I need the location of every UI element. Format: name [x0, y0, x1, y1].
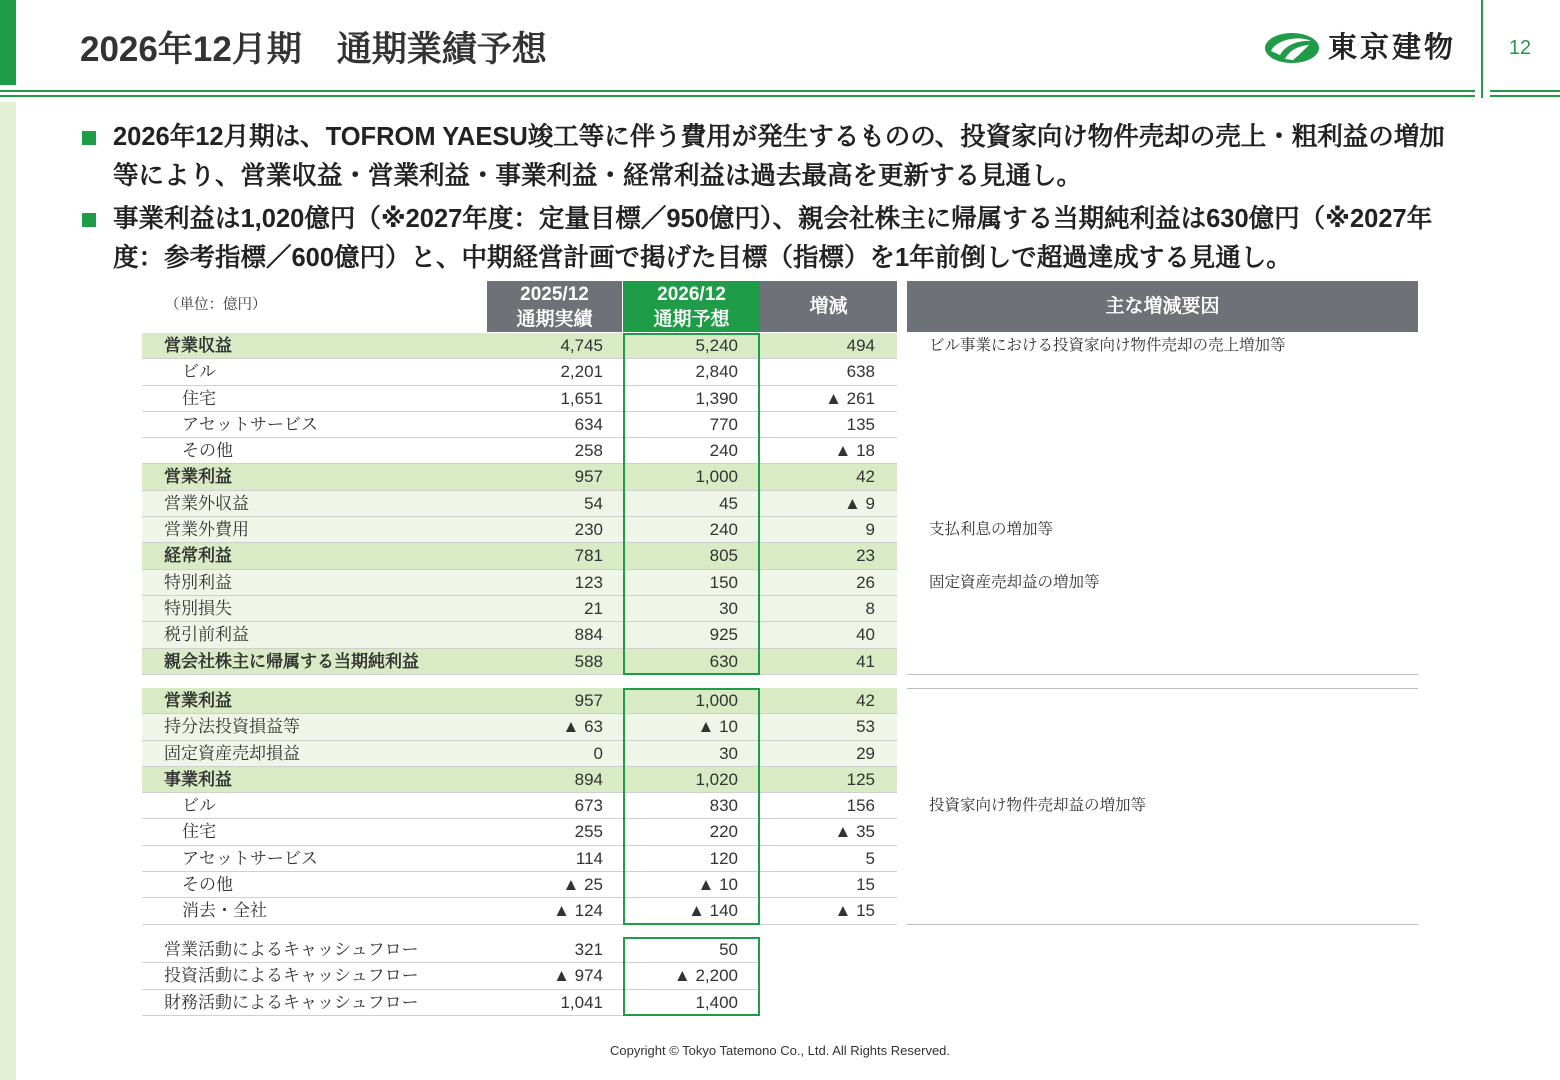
row-label: ビル [142, 793, 487, 819]
row-label: 営業利益 [142, 688, 487, 714]
row-label: 住宅 [142, 386, 487, 412]
column-header-2025-actual [487, 281, 622, 332]
income-statement-section [142, 333, 1418, 675]
table-row [142, 767, 1418, 793]
table-row [142, 846, 1418, 872]
row-label: 特別損失 [142, 596, 487, 622]
cell-change: 41 [760, 649, 897, 675]
row-label: ビル [142, 359, 487, 385]
column-gap [897, 491, 907, 517]
column-gap [897, 846, 907, 872]
cell-2026-forecast: 30 [623, 596, 760, 622]
table-row [142, 688, 1418, 714]
unit-label: （単位：億円） [165, 297, 267, 313]
row-label: 事業利益 [142, 767, 487, 793]
cell-change: 53 [760, 714, 897, 740]
cell-reason [907, 464, 1418, 490]
cash-flow-section [142, 937, 760, 1016]
bullet-point [113, 118, 1445, 196]
cell-reason [907, 386, 1418, 412]
header-rule-right-bottom [1490, 95, 1560, 97]
cell-2026-forecast: 830 [623, 793, 760, 819]
cell-2025-actual: 884 [487, 622, 623, 648]
cell-2025-actual: 588 [487, 649, 623, 675]
cell-2025-actual: ▲ 25 [487, 872, 623, 898]
cell-2025-actual: 634 [487, 412, 623, 438]
column-gap [897, 570, 907, 596]
column-header-label: 通期予想 [653, 308, 730, 330]
column-gap [897, 412, 907, 438]
cell-reason [907, 359, 1418, 385]
company-logo [1264, 31, 1456, 65]
cell-reason [907, 872, 1418, 898]
column-gap [897, 464, 907, 490]
cell-reason: 投資家向け物件売却益の増加等 [929, 797, 1147, 815]
cell-change: ▲ 15 [760, 898, 897, 924]
cell-reason [907, 649, 1418, 675]
table-row [142, 990, 760, 1016]
column-header-2026-forecast [623, 281, 760, 332]
table-row [142, 570, 1418, 596]
cell-change: 42 [760, 688, 897, 714]
table-row [142, 793, 1418, 819]
cell-2026-forecast: 1,400 [623, 990, 760, 1016]
cell-2026-forecast: ▲ 140 [623, 898, 760, 924]
page-title: 2026年12月期 通期業績予想 [80, 30, 547, 69]
cell-reason [907, 438, 1418, 464]
table-row [142, 596, 1418, 622]
row-label: 消去・全社 [142, 898, 487, 924]
table-row [142, 714, 1418, 740]
cell-change: 156 [760, 793, 897, 819]
cell-change: 29 [760, 741, 897, 767]
tokyo-tatemono-logo-icon [1264, 32, 1320, 64]
bullet-point [113, 200, 1432, 278]
row-label: 営業収益 [142, 333, 487, 359]
cell-reason [907, 622, 1418, 648]
row-label: 持分法投資損益等 [142, 714, 487, 740]
cell-2025-actual: ▲ 974 [487, 963, 623, 989]
cell-2026-forecast: 925 [623, 622, 760, 648]
column-header-change [760, 281, 897, 332]
cell-2026-forecast: 1,000 [623, 688, 760, 714]
column-gap [897, 872, 907, 898]
cell-2025-actual: 123 [487, 570, 623, 596]
column-gap [897, 793, 907, 819]
cell-2025-actual: 957 [487, 464, 623, 490]
table-row [142, 898, 1418, 924]
cell-2026-forecast: ▲ 10 [623, 872, 760, 898]
cell-change: ▲ 35 [760, 819, 897, 845]
cell-change: 5 [760, 846, 897, 872]
page-number: 12 [1508, 37, 1532, 59]
cell-change: 26 [760, 570, 897, 596]
side-accent-strip [0, 102, 16, 1080]
row-label: 税引前利益 [142, 622, 487, 648]
cell-change: 9 [760, 517, 897, 543]
table-row [142, 517, 1418, 543]
column-header-reasons [907, 281, 1418, 332]
bullet-line: 事業利益は1,020億円（※2027年度：定量目標／950億円）、親会社株主に帰属する当期純利益は630億円（※2027年 [113, 205, 1433, 233]
column-header-label: 通期実績 [516, 308, 593, 330]
column-gap [897, 359, 907, 385]
row-label: その他 [142, 872, 487, 898]
table-row [142, 412, 1418, 438]
cell-change: 638 [760, 359, 897, 385]
cell-2026-forecast: 120 [623, 846, 760, 872]
cell-2026-forecast: 630 [623, 649, 760, 675]
table-row [142, 543, 1418, 569]
cell-2025-actual: 673 [487, 793, 623, 819]
cell-2026-forecast: 805 [623, 543, 760, 569]
table-row [142, 819, 1418, 845]
column-gap [897, 741, 907, 767]
cell-2025-actual: 1,041 [487, 990, 623, 1016]
cell-change: 15 [760, 872, 897, 898]
cell-reason: ビル事業における投資家向け物件売却の売上増加等 [929, 337, 1286, 354]
cell-2025-actual: 255 [487, 819, 623, 845]
cell-2025-actual: ▲ 124 [487, 898, 623, 924]
cell-change: 125 [760, 767, 897, 793]
cell-2026-forecast: 150 [623, 570, 760, 596]
cell-2026-forecast: 770 [623, 412, 760, 438]
cell-reason [907, 846, 1418, 872]
column-gap [897, 543, 907, 569]
cell-2026-forecast: 220 [623, 819, 760, 845]
column-gap [897, 596, 907, 622]
square-bullet-icon [82, 131, 96, 145]
cell-reason [907, 819, 1418, 845]
cell-2025-actual: 0 [487, 741, 623, 767]
row-label: アセットサービス [142, 412, 487, 438]
cell-2025-actual: 2,201 [487, 359, 623, 385]
copyright-footer: Copyright © Tokyo Tatemono Co., Ltd. All Rights Reserved. [609, 1043, 951, 1058]
logo-wordmark: 東京建物 [1328, 32, 1457, 64]
column-header-period: 2026/12 [657, 283, 726, 305]
cell-2025-actual: 114 [487, 846, 623, 872]
cell-2026-forecast: 5,240 [623, 333, 760, 359]
column-gap [897, 819, 907, 845]
cell-reason: 固定資産売却益の増加等 [929, 573, 1100, 591]
row-label: 経常利益 [142, 543, 487, 569]
row-label: 営業利益 [142, 464, 487, 490]
cell-reason [907, 767, 1418, 793]
cell-2025-actual: 321 [487, 937, 623, 963]
cell-2026-forecast: 1,390 [623, 386, 760, 412]
cell-2025-actual: 894 [487, 767, 623, 793]
row-label: 住宅 [142, 819, 487, 845]
table-row [142, 386, 1418, 412]
column-gap [897, 767, 907, 793]
cell-2026-forecast: 240 [623, 438, 760, 464]
cell-change: 494 [760, 333, 897, 359]
column-gap [897, 649, 907, 675]
cell-change: ▲ 9 [760, 491, 897, 517]
cell-reason [907, 543, 1418, 569]
cell-2025-actual: 1,651 [487, 386, 623, 412]
table-row [142, 963, 760, 989]
column-gap [897, 517, 907, 543]
header-rule-top [0, 90, 1475, 92]
cell-reason [907, 714, 1418, 740]
row-label: その他 [142, 438, 487, 464]
row-label: 特別利益 [142, 570, 487, 596]
cell-change: 135 [760, 412, 897, 438]
column-header-label: 主な増減要因 [1105, 296, 1220, 317]
cell-reason [907, 688, 1418, 714]
table-row [142, 649, 1418, 675]
table-row [142, 622, 1418, 648]
square-bullet-icon [82, 213, 96, 227]
cell-2026-forecast: ▲ 2,200 [623, 963, 760, 989]
row-label: 営業活動によるキャッシュフロー [142, 937, 487, 963]
row-label: 営業外収益 [142, 491, 487, 517]
column-gap [897, 386, 907, 412]
row-label: アセットサービス [142, 846, 487, 872]
header-rule-right-top [1490, 90, 1560, 92]
cell-reason [907, 491, 1418, 517]
cell-2026-forecast: 50 [623, 937, 760, 963]
cell-change: 40 [760, 622, 897, 648]
business-profit-section [142, 688, 1418, 925]
bullet-line: 度：参考指標／600億円）と、中期経営計画で掲げた目標（指標）を1年前倒しで超過達成する見通し。 [113, 244, 1292, 272]
cell-change: ▲ 18 [760, 438, 897, 464]
row-label: 固定資産売却損益 [142, 741, 487, 767]
cell-2025-actual: 781 [487, 543, 623, 569]
bullet-line: 2026年12月期は、TOFROM YAESU竣工等に伴う費用が発生するものの、投資家向け物件売却の売上・粗利益の増加 [113, 123, 1445, 151]
cell-change: ▲ 261 [760, 386, 897, 412]
cell-2026-forecast: ▲ 10 [623, 714, 760, 740]
row-label: 投資活動によるキャッシュフロー [142, 963, 487, 989]
cell-reason [907, 741, 1418, 767]
table-row [142, 741, 1418, 767]
table-row [142, 438, 1418, 464]
cell-change: 8 [760, 596, 897, 622]
table-row [142, 872, 1418, 898]
column-gap [897, 438, 907, 464]
cell-reason [907, 898, 1418, 924]
table-row [142, 491, 1418, 517]
column-header-label: 増減 [809, 296, 848, 317]
table-row [142, 333, 1418, 359]
bullet-line: 等により、営業収益・営業利益・事業利益・経常利益は過去最高を更新する見通し。 [113, 162, 1083, 190]
table-row [142, 937, 760, 963]
cell-2026-forecast: 1,020 [623, 767, 760, 793]
cell-2026-forecast: 1,000 [623, 464, 760, 490]
cell-2026-forecast: 45 [623, 491, 760, 517]
cell-change: 42 [760, 464, 897, 490]
column-gap [897, 898, 907, 924]
column-gap [897, 333, 907, 359]
corner-accent-bar [0, 0, 16, 85]
table-row [142, 464, 1418, 490]
cell-2025-actual: 54 [487, 491, 623, 517]
cell-2025-actual: 258 [487, 438, 623, 464]
column-gap [897, 714, 907, 740]
column-header-period: 2025/12 [520, 283, 589, 305]
row-label: 財務活動によるキャッシュフロー [142, 990, 487, 1016]
cell-2026-forecast: 240 [623, 517, 760, 543]
cell-change: 23 [760, 543, 897, 569]
cell-2025-actual: 230 [487, 517, 623, 543]
header-rule-bottom [0, 95, 1475, 97]
cell-2025-actual: 957 [487, 688, 623, 714]
table-row [142, 359, 1418, 385]
row-label: 親会社株主に帰属する当期純利益 [142, 649, 487, 675]
cell-2026-forecast: 2,840 [623, 359, 760, 385]
column-gap [897, 688, 907, 714]
page-number-divider [1481, 0, 1483, 98]
cell-reason: 支払利息の増加等 [929, 521, 1054, 539]
cell-2025-actual: ▲ 63 [487, 714, 623, 740]
cell-2025-actual: 4,745 [487, 333, 623, 359]
cell-2025-actual: 21 [487, 596, 623, 622]
cell-reason [907, 596, 1418, 622]
row-label: 営業外費用 [142, 517, 487, 543]
cell-2026-forecast: 30 [623, 741, 760, 767]
cell-reason [907, 412, 1418, 438]
column-gap [897, 622, 907, 648]
